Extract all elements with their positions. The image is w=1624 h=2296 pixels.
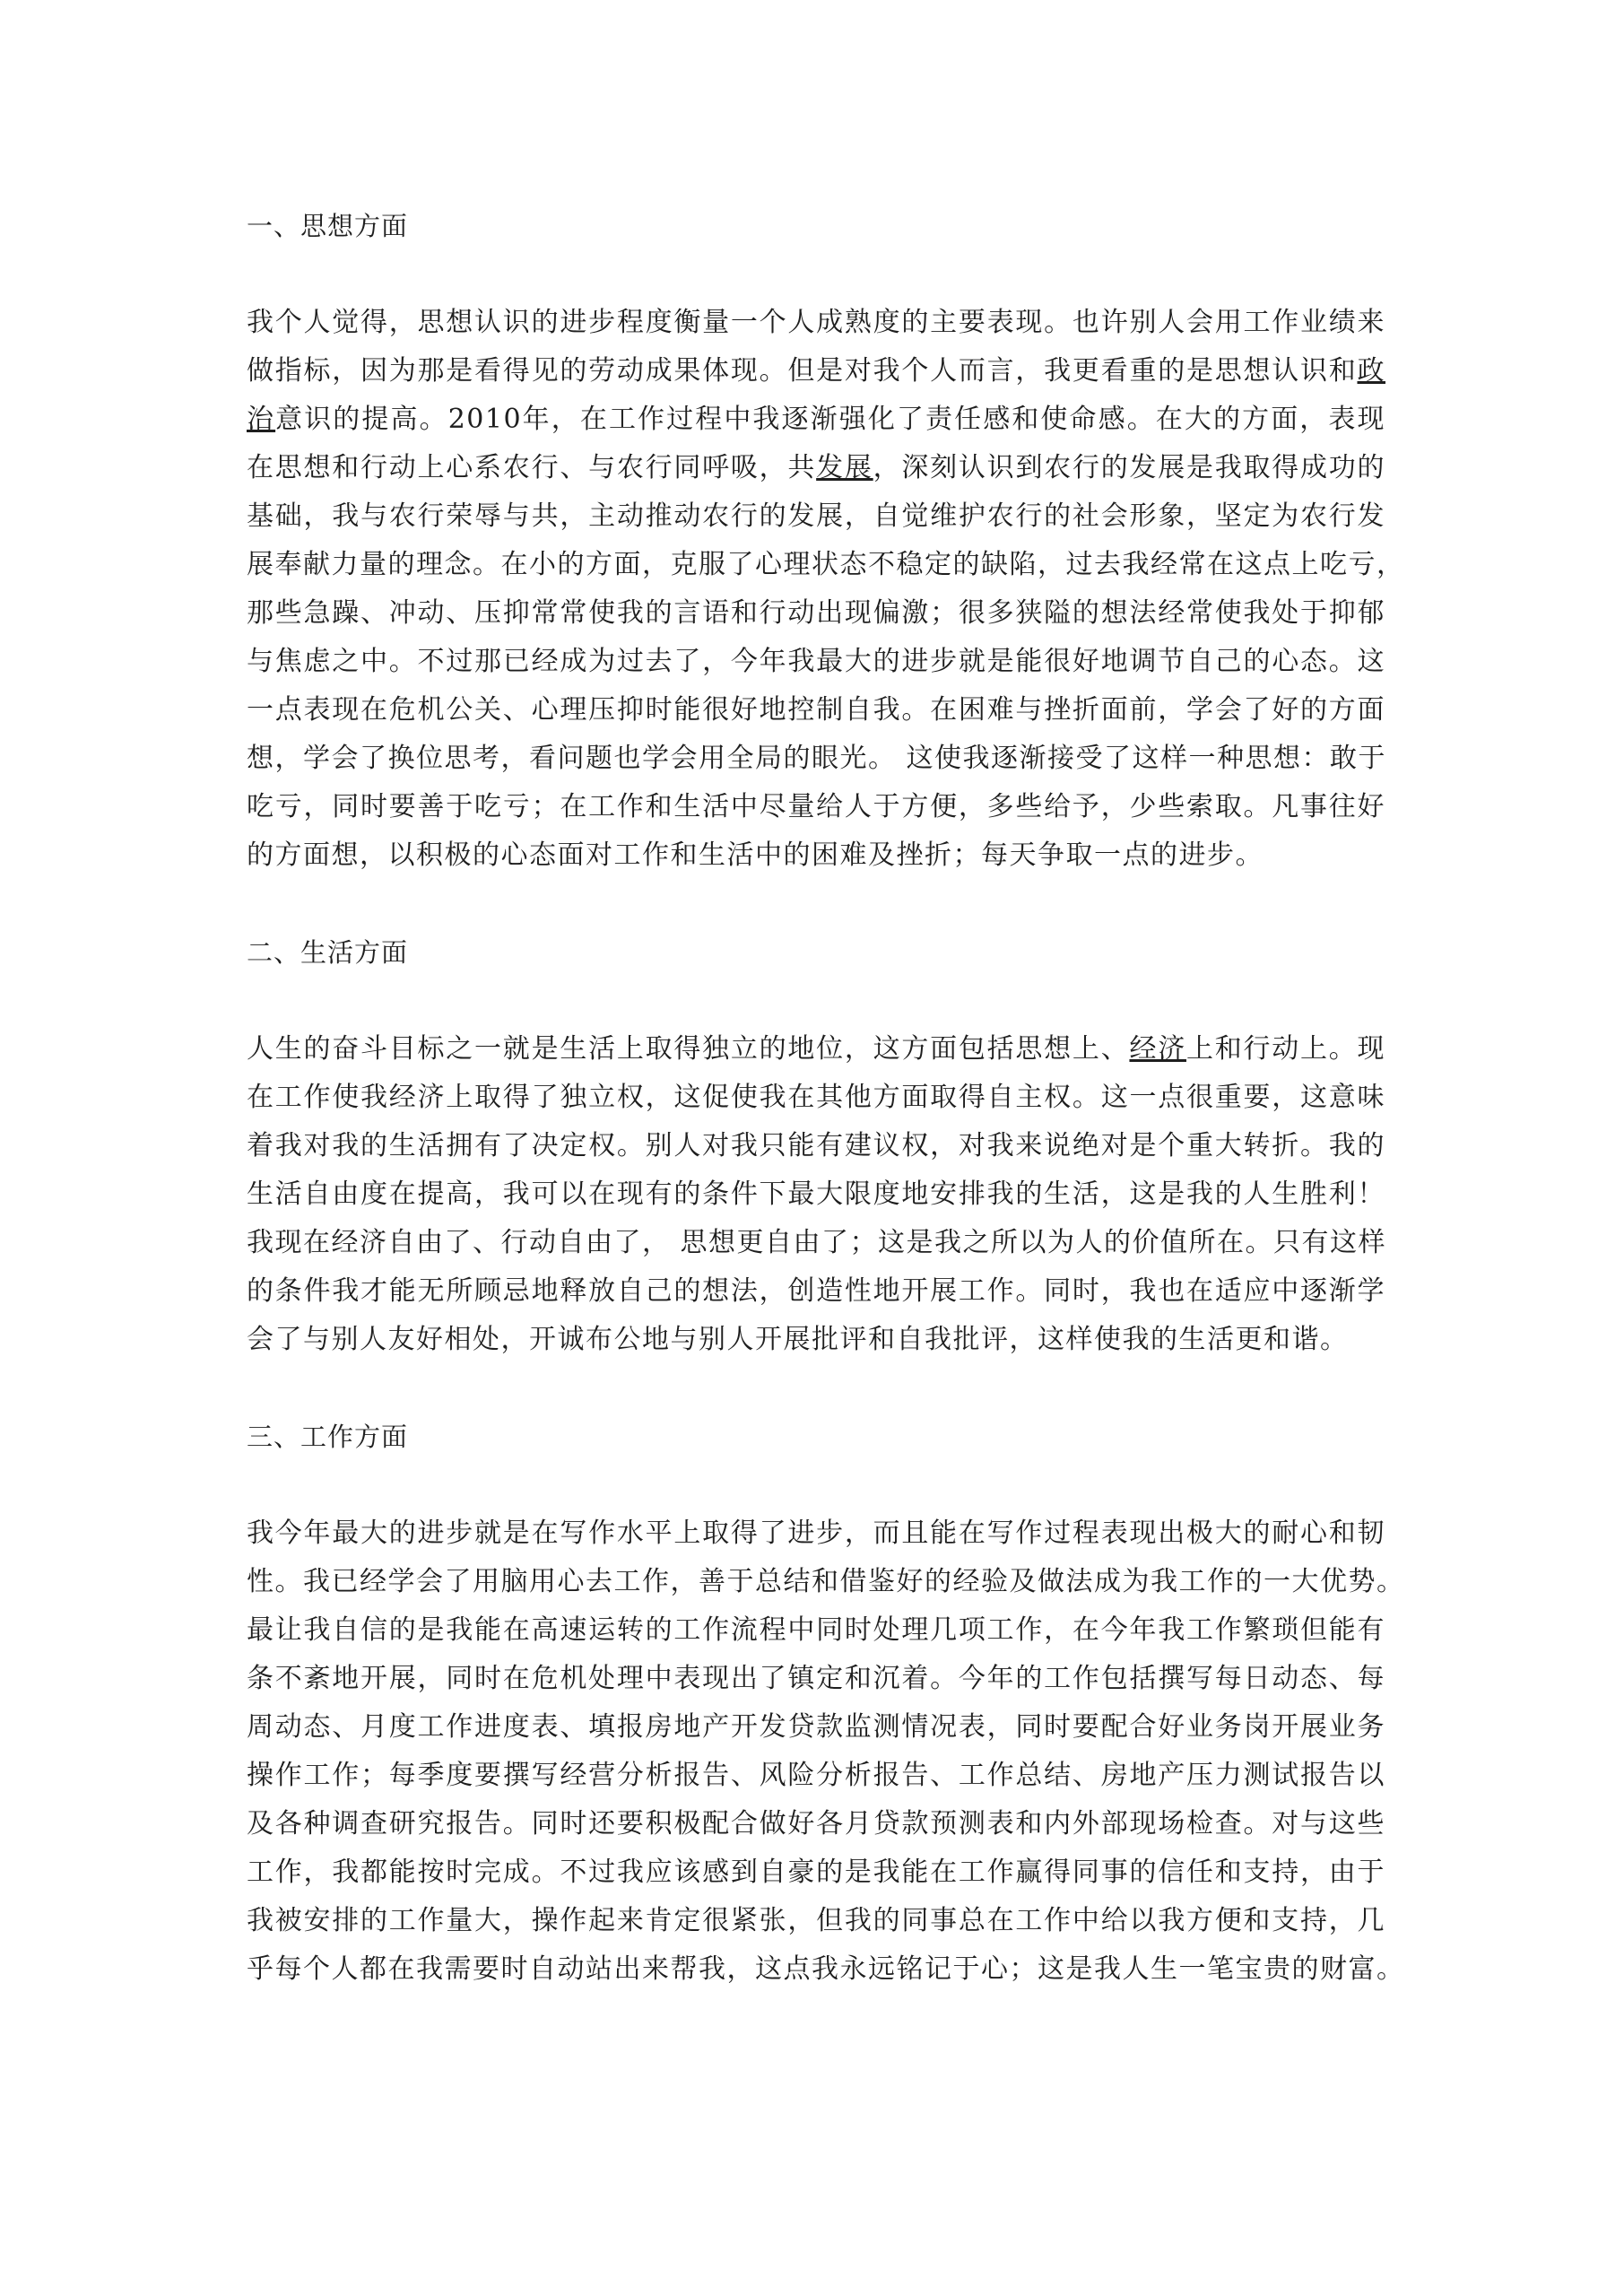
paragraph-line — [247, 444, 1385, 492]
paragraph-line: 最让我自信的是我能在高速运转的工作流程中同时处理几项工作，在今年我工作繁琐但能有 — [247, 1614, 1385, 1646]
paragraph-line — [247, 347, 1385, 396]
paragraph-line: 与焦虑之中。不过那已经成为过去了，今年我最大的进步就是能很好地调节自己的心态。这 — [247, 646, 1385, 677]
section-paragraph-life — [247, 1025, 1385, 1364]
line-text: 在思想和行动上心系农行、与农行同呼吸，共 — [247, 452, 817, 483]
paragraph-line: 想，学会了换位思考，看问题也学会用全局的眼光。 这使我逐渐接受了这样一种思想：敢于 — [247, 743, 1387, 774]
paragraph-line: 的方面想，以积极的心态面对工作和生活中的困难及挫折；每天争取一点的进步。 — [247, 839, 1264, 871]
paragraph-line: 我个人觉得，思想认识的进步程度衡量一个人成熟度的主要表现。也许别人会用工作业绩来 — [247, 307, 1385, 338]
paragraph-line: 一点表现在危机公关、心理压抑时能很好地控制自我。在困难与挫折面前，学会了好的方面 — [247, 694, 1385, 726]
paragraph-line: 我今年最大的进步就是在写作水平上取得了进步，而且能在写作过程表现出极大的耐心和韧 — [247, 1518, 1385, 1549]
paragraph-line: 生活自由度在提高，我可以在现有的条件下最大限度地安排我的生活，这是我的人生胜利！ — [247, 1178, 1385, 1210]
line-text: 人生的奋斗目标之一就是生活上取得独立的地位，这方面包括思想上、 — [247, 1033, 1130, 1065]
link-development[interactable]: 发展 — [816, 452, 873, 483]
paragraph-line: 操作工作；每季度要撰写经营分析报告、风险分析报告、工作总结、房地产压力测试报告以 — [247, 1760, 1385, 1791]
section-heading-work: 三、工作方面 — [247, 1422, 409, 1452]
paragraph-line: 我被安排的工作量大，操作起来肯定很紧张，但我的同事总在工作中给以我方便和支持，几 — [247, 1905, 1385, 1936]
paragraph-line: 展奉献力量的理念。在小的方面，克服了心理状态不稳定的缺陷，过去我经常在这点上吃亏， — [247, 549, 1405, 580]
paragraph-line: 周动态、月度工作进度表、填报房地产开发贷款监测情况表，同时要配合好业务岗开展业务 — [247, 1711, 1385, 1743]
paragraph-line: 条不紊地开展，同时在危机处理中表现出了镇定和沉着。今年的工作包括撰写每日动态、每 — [247, 1663, 1385, 1694]
line-text: 上和行动上。现 — [1185, 1033, 1386, 1065]
line-text: ，深刻认识到农行的发展是我取得成功的 — [873, 452, 1386, 483]
paragraph-line: 我现在经济自由了、行动自由了， 思想更自由了；这是我之所以为人的价值所在。只有这样 — [247, 1227, 1387, 1258]
paragraph-line: 及各种调查研究报告。同时还要积极配合做好各月贷款预测表和内外部现场检查。对与这些 — [247, 1808, 1385, 1839]
paragraph-line: 的条件我才能无所顾忌地释放自己的想法，创造性地开展工作。同时，我也在适应中逐渐学 — [247, 1275, 1385, 1307]
paragraph-line: 吃亏，同时要善于吃亏；在工作和生活中尽量给人于方便，多些给予，少些索取。凡事往好 — [247, 791, 1385, 822]
paragraph-line — [247, 396, 1385, 444]
section-paragraph-thought — [247, 299, 1405, 880]
section-heading-life: 二、生活方面 — [247, 937, 409, 968]
link-politics-cont[interactable]: 治 — [247, 404, 276, 435]
document-body — [247, 202, 1405, 2042]
paragraph-line: 在工作使我经济上取得了独立权，这促使我在其他方面取得自主权。这一点很重要，这意味 — [247, 1082, 1385, 1113]
paragraph-line: 工作，我都能按时完成。不过我应该感到自豪的是我能在工作赢得同事的信任和支持，由于 — [247, 1857, 1385, 1888]
line-text: 意识的提高。2010年，在工作过程中我逐渐强化了责任感和使命感。在大的方面，表现 — [275, 404, 1385, 435]
paragraph-line: 会了与别人友好相处，开诚布公地与别人开展批评和自我批评，这样使我的生活更和谐。 — [247, 1324, 1349, 1355]
link-politics[interactable]: 政 — [1357, 355, 1385, 387]
paragraph-line: 着我对我的生活拥有了决定权。别人对我只能有建议权，对我来说绝对是个重大转折。我的 — [247, 1130, 1385, 1161]
section-paragraph-work — [247, 1509, 1405, 1994]
paragraph-line: 性。我已经学会了用脑用心去工作，善于总结和借鉴好的经验及做法成为我工作的一大优势。 — [247, 1566, 1405, 1597]
line-text: 做指标，因为那是看得见的劳动成果体现。但是对我个人而言，我更看重的是思想认识和 — [247, 355, 1358, 387]
paragraph-line — [247, 1025, 1385, 1074]
paragraph-line: 基础，我与农行荣辱与共，主动推动农行的发展，自觉维护农行的社会形象，坚定为农行发 — [247, 500, 1385, 532]
link-economy[interactable]: 经济 — [1129, 1033, 1186, 1065]
section-heading-thought: 一、思想方面 — [247, 211, 409, 241]
paragraph-line: 乎每个人都在我需要时自动站出来帮我，这点我永远铭记于心；这是我人生一笔宝贵的财富。 — [247, 1953, 1405, 1985]
paragraph-line: 那些急躁、冲动、压抑常常使我的言语和行动出现偏激；很多狭隘的想法经常使我处于抑郁 — [247, 597, 1385, 629]
